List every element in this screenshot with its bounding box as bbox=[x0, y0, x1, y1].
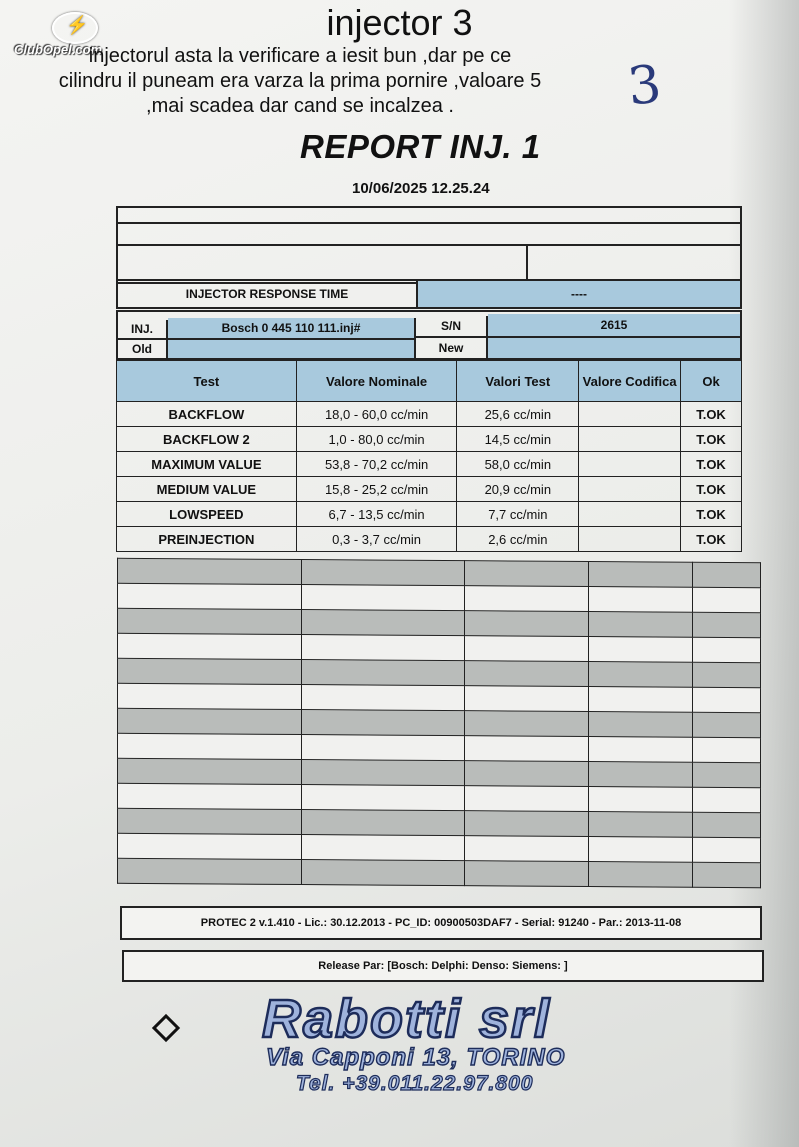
column-header: Valori Test bbox=[457, 361, 579, 402]
column-header: Ok bbox=[681, 361, 742, 402]
header-blank-box bbox=[116, 206, 742, 284]
stamp-address: Via Capponi 13, TORINO bbox=[266, 1044, 566, 1071]
sn-label: S/N bbox=[416, 316, 488, 338]
nominal-value: 15,8 - 25,2 cc/min bbox=[296, 477, 457, 502]
old-value bbox=[168, 340, 416, 358]
header-divider bbox=[118, 244, 740, 246]
watermark-text: ClubOpel.com bbox=[14, 42, 103, 57]
report-title: REPORT INJ. 1 bbox=[300, 128, 541, 165]
header-divider bbox=[118, 222, 740, 224]
software-info: PROTEC 2 v.1.410 - Lic.: 30.12.2013 - PC_ID: 00900503DAF7 - Serial: 91240 - Par.: 2013-11-08 bbox=[120, 906, 762, 940]
table-row bbox=[117, 452, 742, 477]
test-name: LOWSPEED bbox=[117, 502, 297, 527]
test-name: MEDIUM VALUE bbox=[117, 477, 297, 502]
release-info: Release Par: [Bosch: Delphi: Denso: Siemens: ] bbox=[122, 950, 764, 982]
measured-value: 25,6 cc/min bbox=[457, 402, 579, 427]
nominal-value: 1,0 - 80,0 cc/min bbox=[296, 427, 457, 452]
ok-status: T.OK bbox=[681, 402, 742, 427]
codifica-value bbox=[579, 477, 681, 502]
post-title: injector 3 bbox=[326, 2, 473, 43]
opel-bolt-icon: ⚡ bbox=[66, 15, 89, 35]
note-line: cilindru il puneam era varza la prima pornire ,valoare 5 bbox=[58, 70, 542, 92]
nominal-value: 53,8 - 70,2 cc/min bbox=[296, 452, 457, 477]
nominal-value: 18,0 - 60,0 cc/min bbox=[296, 402, 457, 427]
post-note bbox=[0, 44, 600, 119]
results-table bbox=[116, 360, 742, 552]
header-divider bbox=[526, 244, 528, 284]
empty-rows-table bbox=[117, 558, 761, 888]
sn-value: 2615 bbox=[488, 314, 740, 338]
results-header-row bbox=[117, 361, 742, 402]
table-row bbox=[117, 477, 742, 502]
response-time-value: ---- bbox=[418, 281, 740, 307]
codifica-value bbox=[579, 502, 681, 527]
measured-value: 14,5 cc/min bbox=[457, 427, 579, 452]
codifica-value bbox=[579, 402, 681, 427]
column-header: Valore Codifica bbox=[579, 361, 681, 402]
inj-value: Bosch 0 445 110 111.inj# bbox=[168, 318, 416, 340]
stamp-phone: Tel. +39.011.22.97.800 bbox=[296, 1072, 534, 1095]
response-time-row bbox=[116, 279, 742, 309]
measured-value: 7,7 cc/min bbox=[457, 502, 579, 527]
injector-info bbox=[116, 310, 742, 360]
ok-status: T.OK bbox=[681, 427, 742, 452]
table-row bbox=[117, 402, 742, 427]
codifica-value bbox=[579, 527, 681, 552]
column-header: Valore Nominale bbox=[296, 361, 457, 402]
stamp-company: Rabotti srl bbox=[262, 989, 552, 1049]
ok-status: T.OK bbox=[681, 502, 742, 527]
empty-row bbox=[118, 858, 761, 887]
table-row bbox=[117, 502, 742, 527]
note-line: ,mai scadea dar cand se incalzea . bbox=[146, 95, 454, 117]
table-row bbox=[117, 427, 742, 452]
codifica-value bbox=[579, 452, 681, 477]
response-time-label: INJECTOR RESPONSE TIME bbox=[118, 281, 418, 307]
ok-status: T.OK bbox=[681, 527, 742, 552]
old-label: Old bbox=[118, 340, 168, 358]
nominal-value: 0,3 - 3,7 cc/min bbox=[296, 527, 457, 552]
handwritten-mark: 3 bbox=[624, 54, 665, 118]
test-name: BACKFLOW bbox=[117, 402, 297, 427]
ok-status: T.OK bbox=[681, 452, 742, 477]
test-name: BACKFLOW 2 bbox=[117, 427, 297, 452]
new-value bbox=[488, 338, 740, 358]
measured-value: 2,6 cc/min bbox=[457, 527, 579, 552]
report-datetime: 10/06/2025 12.25.24 bbox=[352, 180, 490, 197]
new-label: New bbox=[416, 338, 488, 358]
test-name: PREINJECTION bbox=[117, 527, 297, 552]
test-name: MAXIMUM VALUE bbox=[117, 452, 297, 477]
codifica-value bbox=[579, 427, 681, 452]
column-header: Test bbox=[117, 361, 297, 402]
nominal-value: 6,7 - 13,5 cc/min bbox=[296, 502, 457, 527]
measured-value: 58,0 cc/min bbox=[457, 452, 579, 477]
ok-status: T.OK bbox=[681, 477, 742, 502]
note-line: injectorul asta la verificare a iesit bun ,dar pe ce bbox=[88, 45, 512, 67]
table-row bbox=[117, 527, 742, 552]
inj-label: INJ. bbox=[118, 320, 168, 340]
diamond-icon bbox=[152, 1014, 180, 1042]
measured-value: 20,9 cc/min bbox=[457, 477, 579, 502]
